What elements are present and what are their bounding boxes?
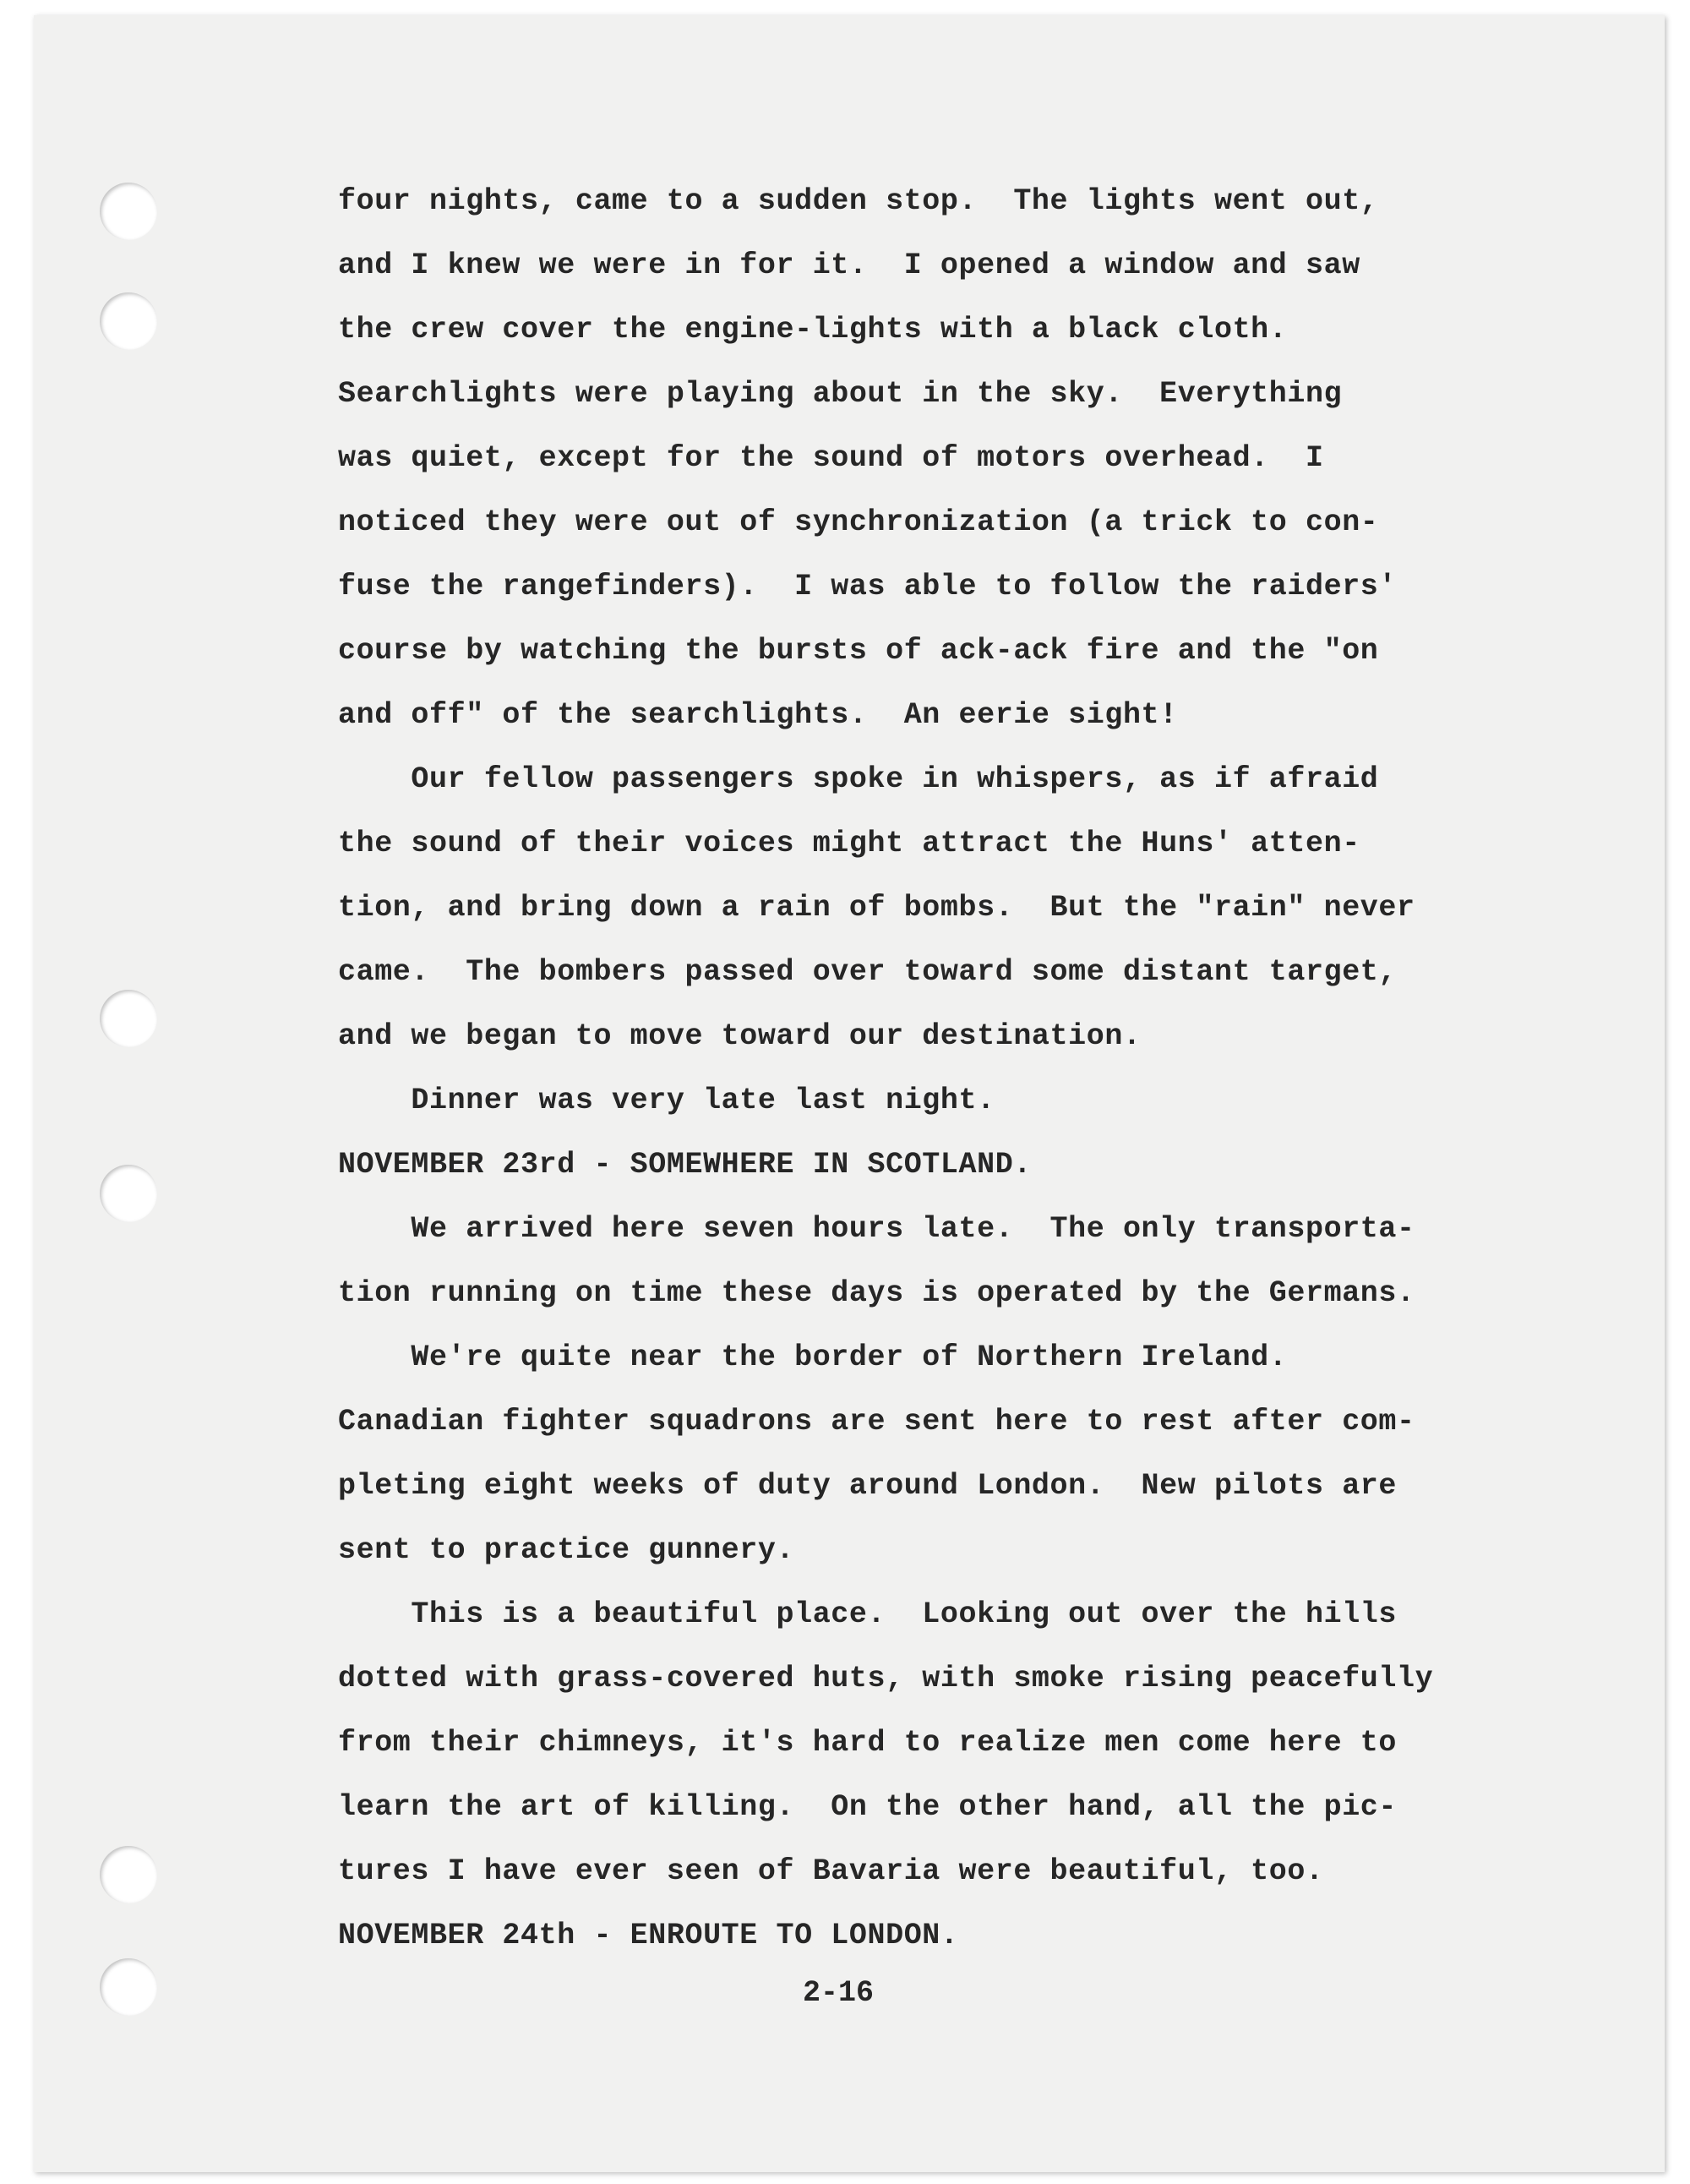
punch-hole-3 bbox=[100, 990, 157, 1047]
text-line: Dinner was very late last night. bbox=[338, 1084, 995, 1117]
page-number: 2-16 bbox=[803, 1976, 875, 2010]
text-line: tion running on time these days is operated by the Germans. bbox=[338, 1276, 1415, 1310]
text-line: and I knew we were in for it. I opened a window and saw bbox=[338, 248, 1360, 282]
text-line: four nights, came to a sudden stop. The lights went out, bbox=[338, 184, 1379, 218]
text-line: tures I have ever seen of Bavaria were beautiful, too. bbox=[338, 1854, 1324, 1888]
text-line: We're quite near the border of Northern Ireland. bbox=[338, 1340, 1288, 1374]
document-page bbox=[34, 15, 1665, 2172]
date-heading: NOVEMBER 24th - ENROUTE TO LONDON. bbox=[338, 1919, 959, 1952]
date-heading: NOVEMBER 23rd - SOMEWHERE IN SCOTLAND. bbox=[338, 1148, 1032, 1182]
text-line: This is a beautiful place. Looking out over the hills bbox=[338, 1597, 1397, 1631]
text-line: was quiet, except for the sound of motors overhead. I bbox=[338, 441, 1324, 475]
punch-hole-2 bbox=[100, 292, 157, 350]
punch-hole-6 bbox=[100, 1958, 157, 2016]
text-line: came. The bombers passed over toward some distant target, bbox=[338, 955, 1397, 989]
punch-hole-4 bbox=[100, 1165, 157, 1222]
text-line: Our fellow passengers spoke in whispers, as if afraid bbox=[338, 762, 1379, 796]
text-line: dotted with grass-covered huts, with smoke rising peacefully bbox=[338, 1662, 1434, 1695]
text-line: sent to practice gunnery. bbox=[338, 1533, 795, 1567]
text-line: pleting eight weeks of duty around London. New pilots are bbox=[338, 1469, 1397, 1503]
text-line: and off" of the searchlights. An eerie sight! bbox=[338, 698, 1178, 732]
text-line: learn the art of killing. On the other hand, all the pic- bbox=[338, 1790, 1397, 1824]
text-line: course by watching the bursts of ack-ack fire and the "on bbox=[338, 634, 1379, 668]
text-line: the sound of their voices might attract the Huns' atten- bbox=[338, 827, 1360, 860]
text-line: We arrived here seven hours late. The only transporta- bbox=[338, 1212, 1415, 1246]
text-line: the crew cover the engine-lights with a black cloth. bbox=[338, 313, 1288, 347]
text-line: noticed they were out of synchronization (a trick to con- bbox=[338, 505, 1379, 539]
text-line: Searchlights were playing about in the sky. Everything bbox=[338, 377, 1343, 411]
text-line: and we began to move toward our destination. bbox=[338, 1019, 1142, 1053]
text-line: from their chimneys, it's hard to realize men come here to bbox=[338, 1726, 1397, 1760]
text-line: fuse the rangefinders). I was able to follow the raiders' bbox=[338, 570, 1397, 603]
punch-hole-1 bbox=[100, 183, 157, 240]
text-line: tion, and bring down a rain of bombs. But the "rain" never bbox=[338, 891, 1415, 925]
text-line: Canadian fighter squadrons are sent here to rest after com- bbox=[338, 1405, 1415, 1439]
punch-hole-5 bbox=[100, 1846, 157, 1903]
